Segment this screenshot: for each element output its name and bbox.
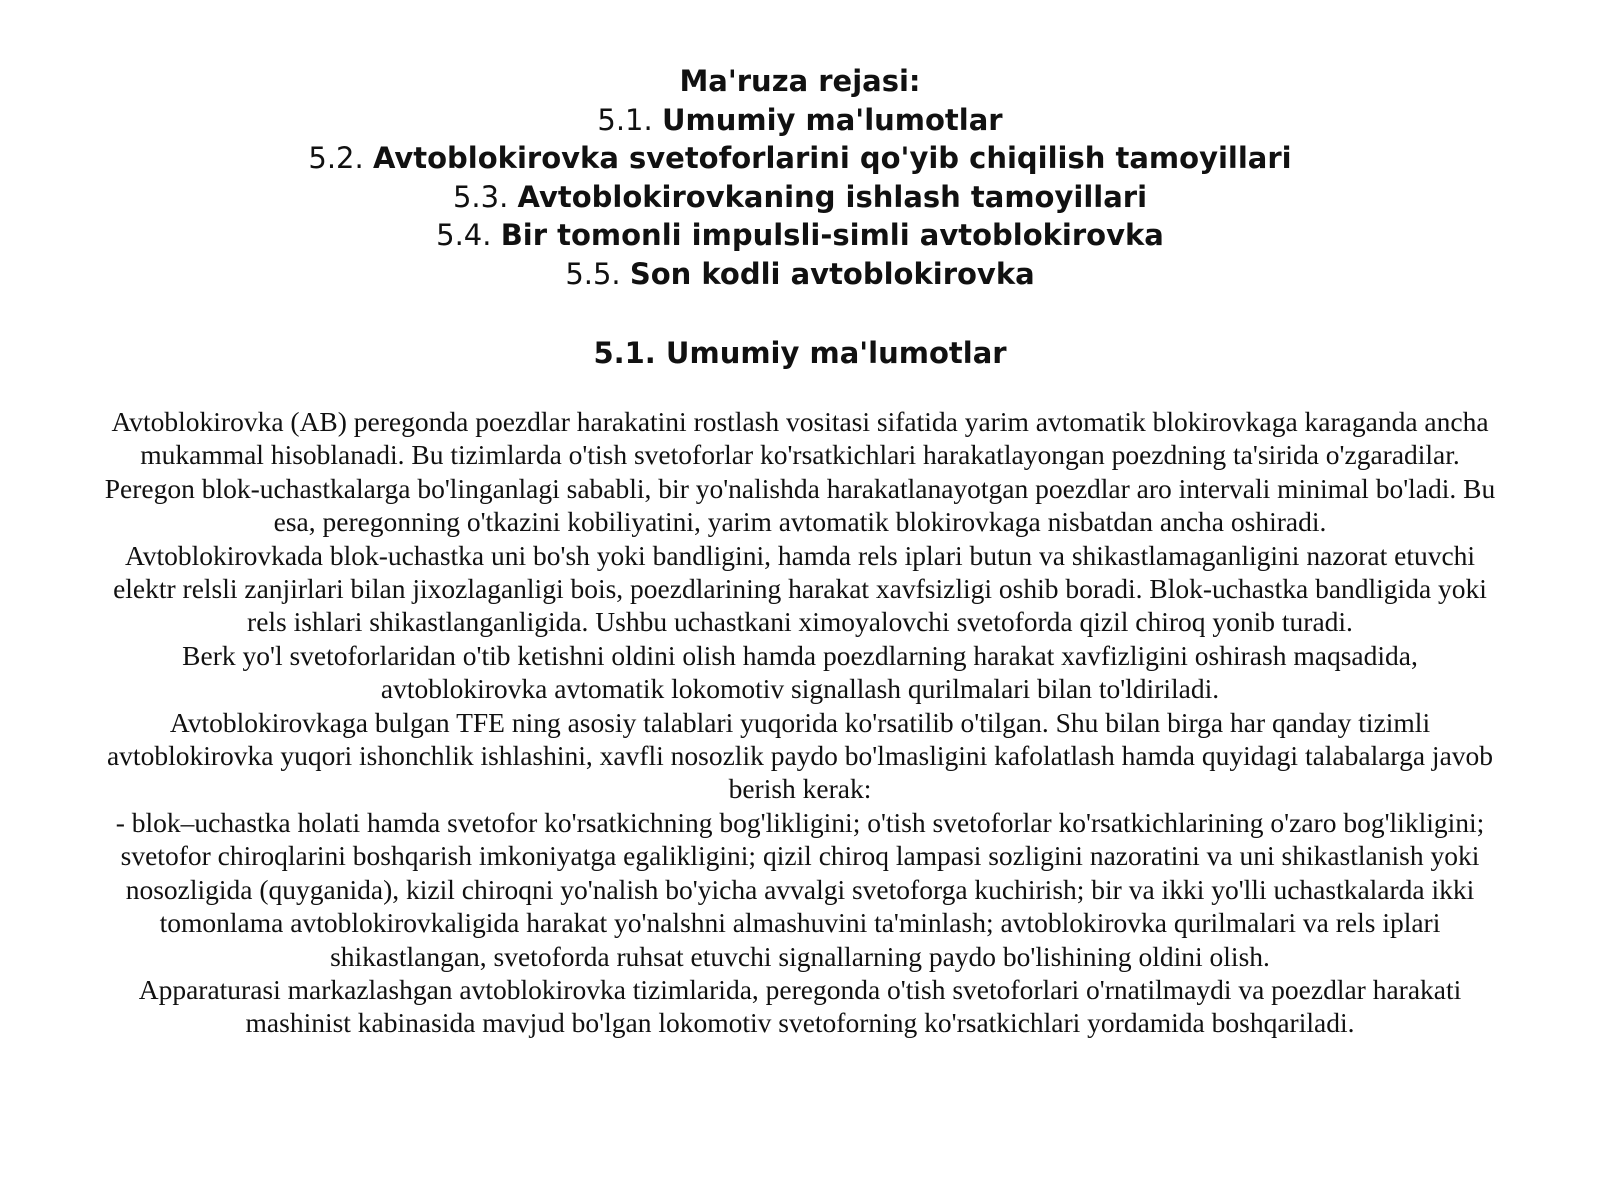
plan-item-text: Umumiy ma'lumotlar: [661, 102, 1003, 137]
plan-item: [200, 139, 1400, 178]
plan-item-text: Bir tomonli impulsli-simli avtoblokirovka: [500, 218, 1164, 252]
plan-item-number: 5.2.: [308, 141, 364, 175]
plan-item: [200, 255, 1400, 294]
section-heading: 5.1. Umumiy ma'lumotlar: [593, 336, 1007, 370]
section-body: [100, 405, 1500, 1040]
plan-item-text: Avtoblokirovkaning ishlash tamoyillari: [517, 179, 1148, 214]
plan-item-number: 5.4.: [436, 218, 492, 252]
plan-item: [200, 101, 1400, 140]
plan-title: Ma'ruza rejasi:: [679, 64, 921, 98]
body-paragraph: Avtoblokirovkada blok-uchastka uni bo'sh yoki bandligini, hamda rels iplari butun va shikastlamaganligini nazorat etuvchi elektr relsli zanjirlari bilan jixozlaganligi bois, poezdlarining harakat xavfsizligi oshib boradi. Blok-uchastka bandligida yoki rels ishlari shikastlanganligida. Ushbu uchastkani ximoyalovchi svetoforda qizil chiroq yonib turadi.: [113, 539, 1487, 638]
lecture-plan: [200, 62, 1400, 293]
plan-item-text: Avtoblokirovka svetoforlarini qo'yib chiqilish tamoyillari: [372, 141, 1292, 175]
plan-item-number: 5.3.: [452, 179, 509, 214]
plan-item-text: Son kodli avtoblokirovka: [629, 256, 1035, 291]
body-paragraph: Apparaturasi markazlashgan avtoblokirovka tizimlarida, peregonda o'tish svetoforlari o'rnatilmaydi va poezdlar harakati mashinist kabinasida mavjud bo'lgan lokomotiv svetoforning ko'rsatkichlari yordamida boshqariladi.: [138, 973, 1462, 1039]
body-paragraph: Avtoblokirovka (AB) peregonda poezdlar harakatini rostlash vositasi sifatida yarim avtomatik blokirovkaga karaganda ancha mukammal hisoblanadi. Bu tizimlarda o'tish svetoforlar ko'rsatkichlari harakatlayongan poezdning ta'sirida o'zgaradilar. Peregon blok-uchastkalarga bo'linganlagi sababli, bir yo'nalishda harakatlanayotgan poezdlar aro intervali minimal bo'ladi. Bu esa, peregonning o'tkazini kobiliyatini, yarim avtomatik blokirovkaga nisbatdan ancha oshiradi.: [104, 406, 1496, 538]
body-paragraph: Berk yo'l svetoforlaridan o'tib ketishni oldini olish hamda poezdlarning harakat xavfizligini oshirash maqsadida, avtoblokirovka avtomatik lokomotiv signallash qurilmalari bilan to'ldiriladi.: [182, 639, 1418, 705]
body-paragraph: - blok–uchastka holati hamda svetofor ko'rsatkichning bog'likligini; o'tish svetoforlar ko'rsatkichlarining o'zaro bog'likligini; svetofor chiroqlarini boshqarish imkoniyatga egalikligini; qizil chiroq lampasi sozligini nazoratini va uni shikastlanish yoki nosozligida (quyganida), kizil chiroqni yo'nalish bo'yicha avvalgi svetoforga kuchirish; bir va ikki yo'lli uchastkalarda ikki tomonlama avtoblokirovkaligida harakat yo'nalshni almashuvini ta'minlash; avtoblokirovka qurilmalari va rels iplari shikastlangan, svetoforda ruhsat etuvchi signallarning paydo bo'lishining oldini olish.: [115, 806, 1485, 972]
plan-item-number: 5.5.: [565, 256, 621, 291]
plan-item: [200, 178, 1400, 217]
plan-item: [200, 216, 1400, 255]
plan-item-number: 5.1.: [597, 102, 653, 137]
body-paragraph: Avtoblokirovkaga bulgan TFE ning asosiy talablari yuqorida ko'rsatilib o'tilgan. Shu bilan birga har qanday tizimli avtoblokirovka yuqori ishonchlik ishlashini, xavfli nosozlik paydo bo'lmasligini kafolatlash hamda quyidagi talabalarga javob berish kerak:: [106, 706, 1494, 805]
